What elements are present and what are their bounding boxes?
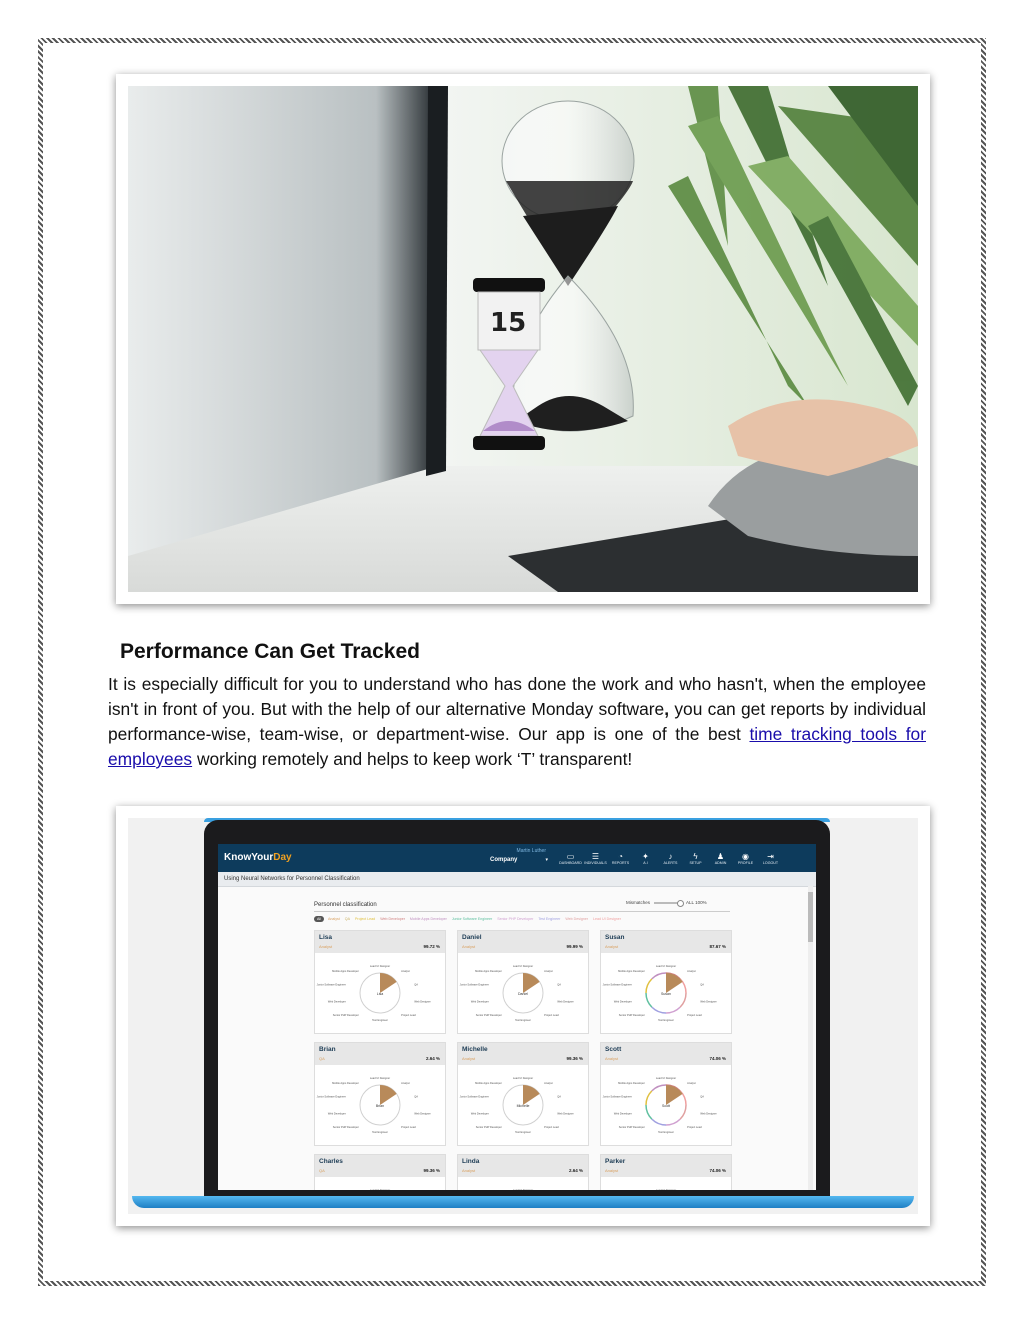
plant-leaves	[668, 86, 918, 406]
classification-radar	[601, 1065, 731, 1145]
radar-axis-label: Web Developer	[470, 1112, 489, 1116]
body-paragraph	[108, 672, 926, 772]
radar-axis-label: Lead UI Designer	[512, 965, 534, 968]
radar-axis-label: Junior Software Engineer	[316, 983, 346, 987]
radar-wedge	[523, 973, 540, 993]
card-header	[315, 1043, 445, 1065]
radar-axis-label	[513, 1188, 533, 1190]
radar-ring-segment	[680, 1105, 686, 1119]
personnel-card[interactable]	[314, 1154, 446, 1246]
radar-wedge	[523, 1085, 540, 1105]
legend-item[interactable]: All	[314, 916, 324, 922]
card-name: Scott	[605, 1046, 622, 1053]
admin-icon: ♟	[716, 851, 725, 861]
radar-axis-label: Mobile Apps Developer	[618, 970, 645, 974]
legend-item[interactable]: QA	[344, 917, 350, 921]
user-name: Martin Luther	[516, 848, 546, 854]
radar-axis-label: QA	[700, 983, 704, 987]
para-text-3: working remotely and helps to keep work ‘T’ transparent!	[192, 749, 633, 769]
nav-label: ADMIN	[714, 860, 727, 865]
radar-ring-segment	[666, 1007, 680, 1013]
radar-axis-label	[656, 1188, 676, 1190]
radar-axis-label: Senior PHP Developer	[618, 1013, 645, 1017]
nav-label: INDIVIDUALS	[584, 860, 607, 865]
card-percentage: 2.64 %	[568, 1168, 583, 1173]
personnel-card[interactable]	[600, 930, 732, 1034]
legend-item[interactable]: Project Lead	[355, 917, 376, 921]
radar-wedge	[666, 1085, 683, 1105]
radar-axis-label: Web Designer	[557, 1000, 574, 1004]
radar-ring-segment	[646, 993, 652, 1007]
nav-label: SETUP	[689, 860, 702, 865]
app-navbar	[218, 844, 816, 872]
nav-dashboard[interactable]	[558, 844, 583, 872]
card-header	[601, 931, 731, 953]
classification-radar	[601, 953, 731, 1033]
radar-axis-label	[370, 1188, 390, 1190]
logout-icon: ⇥	[767, 851, 774, 861]
card-role: Analyst	[605, 944, 619, 949]
radar-axis-label: Junior Software Engineer	[459, 983, 489, 987]
legend-item[interactable]: Test Engineer	[538, 917, 561, 921]
section-heading: Performance Can Get Tracked	[120, 640, 420, 663]
radar-axis-label: QA	[414, 1095, 418, 1099]
radar-axis-label: Mobile Apps Developer	[475, 970, 502, 974]
radar-axis-label: QA	[700, 1095, 704, 1099]
radar-axis-label: Senior PHP Developer	[475, 1013, 502, 1017]
radar-axis-label: Test Engineer	[372, 1019, 388, 1022]
classification-radar	[315, 953, 445, 1033]
radar-axis-label: QA	[557, 983, 561, 987]
radar-axis-label: Web Developer	[327, 1112, 346, 1116]
legend-item[interactable]: Web Designer	[565, 917, 589, 921]
radar-axis-label: Junior Software Engineer	[459, 1095, 489, 1099]
classification-radar	[458, 953, 588, 1033]
hourglass-illustration	[128, 86, 918, 592]
chevron-down-icon: ▾	[545, 857, 548, 863]
personnel-cards	[314, 930, 730, 1246]
radar-axis-label: Junior Software Engineer	[316, 1095, 346, 1099]
legend	[314, 916, 626, 922]
time-tracking-link[interactable]: time tracking tools for employees	[108, 724, 926, 769]
radar-axis-label: Project Lead	[544, 1125, 559, 1129]
nav-alerts[interactable]	[658, 844, 683, 872]
scrollbar-thumb[interactable]	[808, 892, 813, 942]
radar-axis-label: Analyst	[401, 970, 410, 974]
nav-label: ALERTS	[663, 860, 678, 865]
card-percentage: 99.99 %	[566, 944, 583, 949]
radar-axis-label: Web Developer	[327, 1000, 346, 1004]
app-logo-main: KnowYour	[224, 852, 274, 863]
company-label: Company	[490, 857, 518, 863]
radar-axis-label: Senior PHP Developer	[618, 1125, 645, 1129]
card-role: Analyst	[605, 1168, 619, 1173]
card-header	[315, 931, 445, 953]
large-hourglass	[502, 101, 634, 431]
legend-item[interactable]: Senior PHP Developer	[497, 917, 534, 921]
radar-axis-label: Project Lead	[544, 1013, 559, 1017]
mismatches-label: Mismatches	[626, 900, 651, 905]
card-name: Lisa	[319, 934, 333, 941]
radar-axis-label: Project Lead	[687, 1013, 702, 1017]
radar-axis-label: Project Lead	[687, 1125, 702, 1129]
card-role: Analyst	[605, 1056, 619, 1061]
card-role: Analyst	[319, 944, 333, 949]
radar-axis-label: Project Lead	[401, 1125, 416, 1129]
card-name: Brian	[319, 1046, 336, 1053]
radar-center-name: Brian	[375, 1104, 385, 1108]
radar-ring-segment	[666, 1119, 680, 1125]
radar-axis-label: Lead UI Designer	[655, 1077, 677, 1080]
radar-axis-label: Lead UI Designer	[655, 965, 677, 968]
radar-wedge	[380, 973, 397, 993]
radar-axis-label: Test Engineer	[515, 1131, 531, 1134]
classification-radar: CharlesQAWeb DesignerProject LeadTest EngineerSenior PHP DeveloperWeb DeveloperJunior Software Engineer	[315, 1177, 445, 1190]
radar-axis-label: Analyst	[544, 970, 553, 974]
radar-axis-label: Mobile Apps Developer	[475, 1082, 502, 1086]
para-text-1: It is especially difficult for you to understand who has done the work and who hasn't, when the employee isn't in front of you. But with the help of our alternative Monday software	[108, 674, 926, 719]
app-screenshot	[128, 818, 918, 1246]
section-divider	[314, 911, 730, 912]
radar-axis-label: Senior PHP Developer	[332, 1013, 359, 1017]
radar-ring-segment	[680, 993, 686, 1007]
personnel-card[interactable]	[457, 1042, 589, 1146]
nav-admin[interactable]	[708, 844, 733, 872]
card-role: Analyst	[462, 944, 476, 949]
radar-wedge	[380, 1085, 397, 1105]
personnel-card[interactable]	[457, 1154, 589, 1246]
classification-radar: LindaQAWeb DesignerProject LeadTest EngineerSenior PHP DeveloperWeb DeveloperJunior Software Engineer	[458, 1177, 588, 1190]
personnel-card[interactable]	[600, 1042, 732, 1146]
radar-axis-label: Analyst	[687, 1082, 696, 1086]
card-percentage: 74.06 %	[709, 1168, 726, 1173]
radar-center-name: Scott	[662, 1104, 670, 1108]
radar-axis-label: Test Engineer	[658, 1131, 674, 1134]
laptop-screen	[218, 844, 816, 1246]
nav-menu	[558, 844, 783, 872]
radar-axis-label: Mobile Apps Developer	[332, 970, 359, 974]
radar-axis-label: Web Designer	[414, 1112, 431, 1116]
legend-item[interactable]: Lead UI Designer	[593, 917, 621, 921]
radar-ring-segment	[646, 979, 652, 993]
classification-radar: ParkerQAWeb DesignerProject LeadTest EngineerSenior PHP DeveloperWeb DeveloperJunior Software Engineer	[601, 1177, 731, 1190]
card-header	[315, 1155, 445, 1177]
bell-icon: ♪	[668, 851, 673, 861]
nav-label: REPORTS	[611, 860, 630, 865]
radar-axis-label: Lead UI Designer	[369, 965, 391, 968]
personnel-card[interactable]	[600, 1154, 732, 1246]
card-percentage: 99.36 %	[423, 1168, 440, 1173]
radar-ring-segment	[652, 1085, 666, 1091]
nav-individuals[interactable]	[583, 844, 608, 872]
radar-ring-segment	[652, 1119, 666, 1125]
radar-axis-label: Mobile Apps Developer	[332, 1082, 359, 1086]
radar-axis-label: Test Engineer	[658, 1019, 674, 1022]
radar-axis-label: Test Engineer	[515, 1019, 531, 1022]
classification-radar	[315, 1065, 445, 1145]
nav-ai[interactable]	[633, 844, 658, 872]
radar-axis-label: Web Designer	[700, 1000, 717, 1004]
card-header	[601, 1043, 731, 1065]
nav-reports[interactable]	[608, 844, 633, 872]
radar-axis-label: Web Developer	[613, 1112, 632, 1116]
radar-axis-label: Lead UI Designer	[512, 1077, 534, 1080]
radar-axis-label: Junior Software Engineer	[602, 983, 632, 987]
para-text-2: you can get reports by individual performance-wise, team-wise, or department-wise. Our app is one of the best	[108, 699, 926, 744]
card-name: Parker	[605, 1158, 626, 1165]
monitor-icon: ▭	[566, 851, 575, 861]
radar-axis-label: Web Designer	[700, 1112, 717, 1116]
company-selector[interactable]	[480, 846, 550, 868]
section-title: Personnel classification	[314, 902, 377, 908]
radar-center-name: Daniel	[518, 992, 528, 996]
card-header	[458, 931, 588, 953]
radar-axis-label: Senior PHP Developer	[332, 1125, 359, 1129]
card-role: Analyst	[462, 1168, 476, 1173]
app-logo[interactable]	[224, 852, 292, 863]
card-role: QA	[319, 1168, 325, 1173]
nav-label: A.I	[643, 860, 648, 865]
card-name: Daniel	[462, 934, 482, 941]
radar-axis-label: Test Engineer	[372, 1131, 388, 1134]
radar-axis-label: Analyst	[544, 1082, 553, 1086]
radar-wedge	[666, 973, 683, 993]
radar-axis-label: Analyst	[687, 970, 696, 974]
radar-center-name: Michelle	[516, 1104, 530, 1108]
hourglass-photo-frame	[116, 74, 930, 604]
legend-item[interactable]: Mobile Apps Developer	[409, 917, 447, 921]
radar-axis-label: Web Designer	[414, 1000, 431, 1004]
nav-setup[interactable]	[683, 844, 708, 872]
app-logo-accent: Day	[273, 852, 292, 863]
nav-logout[interactable]	[758, 844, 783, 872]
radar-axis-label: QA	[414, 983, 418, 987]
card-header	[458, 1155, 588, 1177]
card-percentage: 2.64 %	[425, 1056, 440, 1061]
radar-axis-label: Lead UI Designer	[369, 1077, 391, 1080]
laptop-base	[132, 1196, 914, 1208]
nav-label: DASHBOARD	[559, 860, 582, 865]
mismatches-filter[interactable]	[626, 900, 707, 905]
card-percentage: 87.67 %	[709, 944, 726, 949]
card-percentage: 74.06 %	[709, 1056, 726, 1061]
radar-center-name: Susan	[661, 992, 671, 996]
page-subtitle: Using Neural Networks for Personnel Classification	[224, 876, 360, 882]
radar-ring-segment	[652, 1007, 666, 1013]
personnel-card[interactable]	[314, 930, 446, 1034]
hourglass-photo	[128, 86, 918, 592]
classification-radar	[458, 1065, 588, 1145]
person-icon: ☰	[591, 851, 600, 861]
card-name: Susan	[605, 934, 625, 941]
radar-center-name: Lisa	[376, 992, 384, 996]
card-header	[601, 1155, 731, 1177]
profile-icon: ◉	[742, 851, 749, 861]
radar-axis-label: Web Designer	[557, 1112, 574, 1116]
radar-axis-label: Mobile Apps Developer	[618, 1082, 645, 1086]
radar-axis-label: Web Developer	[613, 1000, 632, 1004]
radar-ring-segment	[646, 1091, 652, 1105]
card-name: Linda	[462, 1158, 480, 1165]
app-screenshot-frame	[116, 806, 930, 1246]
nav-label: PROFILE	[737, 860, 754, 865]
radar-ring-segment	[646, 1105, 652, 1119]
radar-axis-label: Senior PHP Developer	[475, 1125, 502, 1129]
page-subtitle-bar	[218, 872, 816, 887]
card-role: QA	[319, 1056, 325, 1061]
nav-label: LOGOUT	[762, 860, 779, 865]
lightning-icon: ϟ	[693, 851, 698, 861]
legend-item[interactable]: Junior Software Engineer	[451, 917, 493, 921]
card-role: Analyst	[462, 1056, 476, 1061]
network-icon: ✦	[642, 851, 649, 861]
hourglass-label: 15	[490, 308, 527, 338]
personnel-card[interactable]	[314, 1042, 446, 1146]
nav-profile[interactable]	[733, 844, 758, 872]
card-name: Michelle	[462, 1046, 488, 1053]
legend-item[interactable]: Analyst	[328, 917, 340, 921]
radar-axis-label: QA	[557, 1095, 561, 1099]
radar-axis-label: Project Lead	[401, 1013, 416, 1017]
all-label: ALL 100%	[686, 900, 707, 905]
card-name: Charles	[319, 1158, 343, 1165]
card-percentage: 99.72 %	[423, 944, 440, 949]
radar-ring-segment	[652, 973, 666, 979]
para-bold-comma: ,	[664, 699, 670, 719]
personnel-card[interactable]	[457, 930, 589, 1034]
radar-axis-label: Analyst	[401, 1082, 410, 1086]
card-header	[458, 1043, 588, 1065]
pie-chart-icon: ◔	[618, 851, 623, 861]
card-percentage: 99.36 %	[566, 1056, 583, 1061]
legend-item[interactable]: Web Developer	[380, 917, 405, 921]
mismatch-slider[interactable]	[654, 902, 682, 904]
radar-axis-label: Web Developer	[470, 1000, 489, 1004]
radar-axis-label: Junior Software Engineer	[602, 1095, 632, 1099]
